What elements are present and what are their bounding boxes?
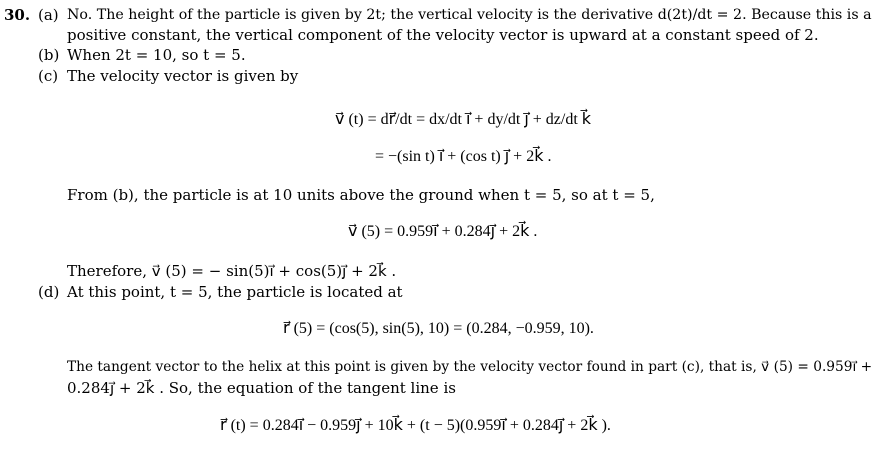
part-c-label: (c): [38, 67, 59, 85]
v5-equation: v⃗ (5) = 0.959i⃗ + 0.284j⃗ + 2k⃗ .: [348, 223, 538, 240]
problem-number: 30.: [4, 6, 31, 24]
part-b-label: (b): [38, 46, 60, 64]
therefore-text: Therefore, v⃗ (5) = − sin(5)i⃗ + cos(5)j⃗ + 2k⃗ .: [67, 262, 397, 280]
r5-equation: r⃗ (5) = (cos(5), sin(5), 10) = (0.284, −0.959, 10).: [283, 320, 594, 337]
part-c-text: The velocity vector is given by: [67, 67, 299, 85]
tangent-text-line1: The tangent vector to the helix at this point is given by the velocity vector found in part (c), that is, v⃗ (5) = 0.959i⃗ +: [67, 359, 873, 375]
part-a-line2: positive constant, the vertical component of the velocity vector is upward at a constant speed of 2.: [67, 26, 819, 44]
tangent-line-equation: r⃗ (t) = 0.284i⃗ − 0.959j⃗ + 10k⃗ + (t − 5)(0.959i⃗ + 0.284j⃗ + 2k⃗ ).: [220, 417, 611, 434]
velocity-equation-line2: = −(sin t) i⃗ + (cos t) j⃗ + 2k⃗ .: [375, 148, 552, 165]
part-a-label: (a): [38, 6, 59, 24]
part-a-line1: No. The height of the particle is given by 2t; the vertical velocity is the derivative d(2t)/dt = 2. Because this is a: [67, 7, 872, 23]
part-d-label: (d): [38, 283, 60, 301]
velocity-equation-line1: v⃗ (t) = dr⃗/dt = dx/dt i⃗ + dy/dt j⃗ + dz/dt k⃗: [335, 111, 592, 128]
part-d-text: At this point, t = 5, the particle is located at: [67, 283, 403, 301]
part-b-text: When 2t = 10, so t = 5.: [67, 46, 246, 64]
from-b-text: From (b), the particle is at 10 units above the ground when t = 5, so at t = 5,: [67, 186, 655, 204]
tangent-text-line2: 0.284j⃗ + 2k⃗ . So, the equation of the tangent line is: [67, 379, 456, 397]
